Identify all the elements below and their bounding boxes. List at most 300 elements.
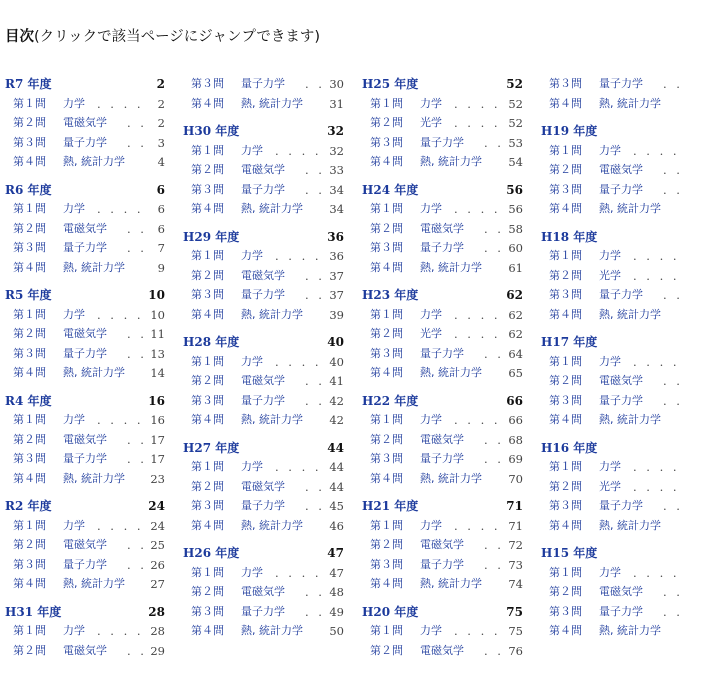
question-number: 第２問 (191, 163, 224, 176)
toc-entry-link[interactable] (541, 74, 710, 94)
toc-section-link[interactable] (362, 74, 523, 94)
toc-entry-link[interactable] (541, 563, 710, 583)
toc-entry-link[interactable] (183, 477, 344, 497)
dot-leader: . . (127, 135, 147, 150)
question-number: 第１問 (549, 460, 582, 473)
section-year: R7 年度 (5, 77, 52, 91)
entry-page-number: 62 (508, 307, 523, 322)
dot-leader: . . (484, 135, 504, 150)
dot-leader: . . . . (275, 143, 322, 158)
toc-entry-link[interactable] (183, 141, 344, 161)
toc-entry-link[interactable] (5, 363, 165, 383)
subject-name: 熱, 統計力学 (599, 202, 661, 215)
subject-name: 量子力学 (599, 499, 643, 512)
toc-entry-link[interactable] (362, 324, 523, 344)
section-page-number: 52 (506, 77, 523, 91)
toc-entry-link[interactable] (183, 74, 344, 94)
subject-name: 量子力学 (420, 452, 464, 465)
entry-page-number: 14 (150, 366, 165, 380)
toc-entry-link[interactable] (541, 141, 710, 161)
toc-entry-link[interactable] (183, 602, 344, 622)
entry-page-number: 52 (508, 96, 523, 111)
toc-entry-link[interactable] (362, 516, 523, 536)
subject-name: 電磁気学 (63, 432, 107, 446)
toc-entry-link[interactable] (5, 199, 165, 219)
dot-leader: . . . . (97, 413, 144, 427)
question-number: 第１問 (370, 307, 403, 321)
subject-name: 力学 (63, 307, 85, 321)
subject-name: 量子力学 (63, 452, 107, 465)
dot-leader: . . . . (275, 460, 322, 474)
dot-leader: . . (127, 452, 147, 466)
toc-entry-link[interactable] (541, 94, 710, 114)
question-number: 第４問 (549, 413, 582, 426)
question-number: 第３問 (549, 499, 582, 512)
toc-section-link[interactable] (541, 227, 710, 247)
section-page-number: 40 (327, 335, 344, 349)
question-number: 第２問 (370, 116, 403, 129)
subject-name: 力学 (241, 565, 263, 579)
entry-page-number: 28 (150, 624, 165, 638)
dot-leader: . . (663, 374, 683, 388)
section-page-number: 56 (506, 182, 523, 197)
toc-entry-link[interactable] (183, 391, 344, 411)
question-number: 第４問 (549, 518, 582, 532)
entry-page-number: 69 (508, 452, 523, 466)
toc-entry-link[interactable] (5, 324, 165, 344)
entry-page-number: 17 (150, 452, 165, 466)
entry-page-number: 31 (329, 96, 344, 111)
toc-section-link[interactable] (183, 332, 344, 352)
toc-section-link[interactable] (5, 74, 165, 94)
dot-leader: . . (127, 432, 147, 447)
section-page-number: 24 (148, 499, 165, 513)
toc-entry-link[interactable] (5, 113, 165, 133)
toc-entry-link[interactable] (183, 496, 344, 516)
toc-entry-link[interactable] (183, 160, 344, 180)
dot-leader: . . . . (275, 565, 322, 580)
toc-entry-link[interactable] (541, 199, 710, 219)
toc-section-link[interactable] (5, 285, 165, 305)
toc-entry-link[interactable] (541, 371, 710, 391)
entry-page-number: 62 (508, 327, 523, 341)
question-number: 第１問 (13, 307, 46, 321)
dot-leader: . . (663, 604, 683, 619)
entry-page-number: 24 (150, 518, 165, 533)
entry-page-number: 33 (329, 163, 344, 177)
dot-leader: . . (127, 346, 147, 361)
toc-entry-link[interactable] (5, 152, 165, 172)
toc-entry-link[interactable] (541, 477, 710, 497)
toc-heading: 目次 (5, 29, 34, 45)
subject-name: 電磁気学 (63, 643, 107, 657)
subject-name: 量子力学 (599, 77, 643, 90)
entry-page-number: 4 (157, 155, 165, 169)
toc-entry-link[interactable] (183, 305, 344, 325)
entry-page-number: 74 (508, 577, 523, 591)
question-number: 第３問 (13, 557, 46, 571)
subject-name: 力学 (599, 354, 621, 368)
subject-name: 熱, 統計力学 (241, 624, 303, 637)
entry-page-number: 36 (329, 249, 344, 263)
dot-leader: . . . . (633, 479, 680, 494)
subject-name: 光学 (420, 116, 442, 129)
question-number: 第３問 (370, 452, 403, 465)
toc-entry-link[interactable] (183, 180, 344, 200)
toc-section-link[interactable] (5, 602, 165, 622)
entry-page-number: 16 (150, 413, 165, 427)
dot-leader: . . (663, 182, 683, 197)
subject-name: 力学 (63, 96, 85, 110)
toc-entry-link[interactable] (541, 180, 710, 200)
toc-entry-link[interactable] (183, 516, 344, 536)
question-number: 第１問 (13, 413, 46, 426)
toc-entry-link[interactable] (362, 621, 523, 641)
question-number: 第４問 (370, 471, 403, 485)
entry-page-number: 66 (508, 413, 523, 427)
subject-name: 量子力学 (599, 182, 643, 196)
toc-entry-link[interactable] (541, 352, 710, 372)
dot-leader: . . (127, 557, 147, 572)
dot-leader: . . (305, 374, 325, 388)
toc-section-link[interactable] (362, 496, 523, 516)
toc-entry-link[interactable] (362, 133, 523, 153)
question-number: 第４問 (13, 155, 46, 168)
entry-page-number: 34 (329, 202, 344, 216)
toc-section-link[interactable] (183, 121, 344, 141)
subject-name: 熱, 統計力学 (599, 307, 661, 321)
subject-name: 熱, 統計力学 (63, 366, 125, 379)
question-number: 第４問 (13, 260, 46, 274)
question-number: 第２問 (370, 327, 403, 340)
toc-entry-link[interactable] (541, 391, 710, 411)
section-page-number: 44 (327, 440, 344, 455)
toc-entry-link[interactable] (183, 410, 344, 430)
subject-name: 力学 (63, 413, 85, 426)
toc-entry-link[interactable] (5, 535, 165, 555)
entry-page-number: 49 (329, 604, 344, 619)
question-number: 第２問 (13, 327, 46, 340)
question-number: 第４問 (191, 518, 224, 532)
toc-section-link[interactable] (183, 227, 344, 247)
toc-entry-link[interactable] (362, 535, 523, 555)
toc-entry-link[interactable] (541, 457, 710, 477)
dot-leader: . . (484, 557, 504, 572)
subject-name: 力学 (420, 96, 442, 110)
entry-page-number: 46 (329, 518, 344, 533)
question-number: 第２問 (191, 479, 224, 493)
toc-entry-link[interactable] (362, 113, 523, 133)
section-page-number: 10 (148, 288, 165, 302)
question-number: 第４問 (191, 96, 224, 110)
question-number: 第２問 (370, 643, 403, 657)
question-number: 第２問 (13, 116, 46, 129)
subject-name: 熱, 統計力学 (420, 260, 482, 274)
question-number: 第１問 (191, 565, 224, 579)
toc-entry-link[interactable] (541, 246, 710, 266)
toc-section-link[interactable] (362, 285, 523, 305)
toc-entry-link[interactable] (362, 258, 523, 278)
toc-entry-link[interactable] (541, 582, 710, 602)
toc-entry-link[interactable] (183, 246, 344, 266)
toc-entry-link[interactable] (362, 199, 523, 219)
toc-section-link[interactable] (183, 543, 344, 563)
toc-section-link[interactable] (362, 391, 523, 411)
toc-entry-link[interactable] (541, 496, 710, 516)
toc-entry-link[interactable] (5, 344, 165, 364)
question-number: 第３問 (370, 346, 403, 360)
toc-entry-link[interactable] (362, 410, 523, 430)
subject-name: 量子力学 (241, 77, 285, 90)
dot-leader: . . (305, 585, 325, 599)
toc-entry-link[interactable] (541, 305, 710, 325)
question-number: 第１問 (191, 354, 224, 368)
section-page-number: 36 (327, 229, 344, 244)
dot-leader: . . . . (454, 202, 501, 216)
subject-name: 量子力学 (63, 135, 107, 149)
subject-name: 電磁気学 (63, 538, 107, 551)
entry-page-number: 27 (150, 577, 165, 591)
question-number: 第３問 (191, 182, 224, 196)
subject-name: 量子力学 (420, 346, 464, 360)
toc-entry-link[interactable] (362, 469, 523, 489)
question-number: 第２問 (13, 432, 46, 446)
dot-leader: . . (663, 393, 683, 408)
subject-name: 熱, 統計力学 (420, 577, 482, 590)
toc-entry-link[interactable] (362, 238, 523, 258)
subject-name: 電磁気学 (63, 221, 107, 235)
question-number: 第４問 (13, 577, 46, 590)
toc-entry-link[interactable] (183, 563, 344, 583)
entry-page-number: 3 (157, 135, 165, 150)
toc-section-link[interactable] (362, 602, 523, 622)
toc-entry-link[interactable] (541, 160, 710, 180)
subject-name: 力学 (63, 202, 85, 215)
toc-section-link[interactable] (5, 391, 165, 411)
subject-name: 熱, 統計力学 (599, 413, 661, 426)
dot-leader: . . . . (633, 268, 680, 283)
entry-page-number: 42 (329, 413, 344, 427)
section-year: H22 年度 (362, 393, 419, 408)
subject-name: 電磁気学 (599, 585, 643, 598)
entry-page-number: 48 (329, 585, 344, 599)
toc-entry-link[interactable] (5, 555, 165, 575)
question-number: 第２問 (549, 374, 582, 387)
question-number: 第１問 (370, 96, 403, 110)
dot-leader: . . (663, 77, 683, 91)
toc-entry-link[interactable] (5, 258, 165, 278)
toc-entry-link[interactable] (183, 94, 344, 114)
dot-leader: . . (484, 452, 504, 466)
question-number: 第３問 (13, 135, 46, 149)
subject-name: 力学 (599, 249, 621, 262)
dot-leader: . . (305, 479, 325, 494)
subject-name: 量子力学 (599, 393, 643, 407)
toc-entry-link[interactable] (183, 285, 344, 305)
entry-page-number: 29 (150, 643, 165, 658)
section-year: R4 年度 (5, 393, 52, 408)
entry-page-number: 47 (329, 565, 344, 580)
question-number: 第１問 (549, 565, 582, 579)
toc-entry-link[interactable] (541, 602, 710, 622)
question-number: 第３問 (13, 452, 46, 465)
toc-entry-link[interactable] (183, 266, 344, 286)
toc-entry-link[interactable] (362, 344, 523, 364)
dot-leader: . . (484, 346, 504, 361)
dot-leader: . . . . (454, 307, 501, 322)
toc-entry-link[interactable] (5, 430, 165, 450)
toc-entry-link[interactable] (362, 555, 523, 575)
entry-page-number: 40 (329, 354, 344, 369)
toc-entry-link[interactable] (183, 352, 344, 372)
subject-name: 力学 (63, 518, 85, 532)
subject-name: 熱, 統計力学 (63, 471, 125, 485)
toc-section-link[interactable] (5, 180, 165, 200)
toc-entry-link[interactable] (5, 133, 165, 153)
subject-name: 力学 (63, 624, 85, 637)
section-page-number: 75 (506, 604, 523, 619)
toc-entry-link[interactable] (541, 410, 710, 430)
dot-leader: . . (127, 643, 147, 658)
question-number: 第２問 (13, 643, 46, 657)
section-year: R2 年度 (5, 499, 52, 513)
subject-name: 量子力学 (63, 557, 107, 571)
toc-entry-link[interactable] (362, 152, 523, 172)
dot-leader: . . (484, 241, 504, 255)
subject-name: 光学 (599, 479, 621, 493)
question-number: 第４問 (191, 624, 224, 637)
dot-leader: . . . . (633, 354, 680, 369)
entry-page-number: 34 (329, 182, 344, 197)
toc-entry-link[interactable] (5, 621, 165, 641)
toc-section-link[interactable] (541, 438, 710, 458)
toc-entry-link[interactable] (5, 574, 165, 594)
entry-page-number: 6 (157, 202, 165, 216)
subject-name: 熱, 統計力学 (241, 202, 303, 215)
subject-name: 熱, 統計力学 (63, 155, 125, 168)
question-number: 第１問 (191, 460, 224, 473)
entry-page-number: 75 (508, 624, 523, 638)
toc-entry-link[interactable] (362, 430, 523, 450)
entry-page-number: 7 (157, 241, 165, 255)
question-number: 第１問 (549, 143, 582, 157)
section-page-number: 16 (148, 393, 165, 408)
dot-leader: . . . . (97, 307, 144, 322)
toc-entry-link[interactable] (362, 641, 523, 661)
toc-entry-link[interactable] (183, 621, 344, 641)
section-page-number: 66 (506, 393, 523, 408)
entry-page-number: 50 (329, 624, 344, 638)
toc-entry-link[interactable] (362, 363, 523, 383)
toc-entry-link[interactable] (5, 410, 165, 430)
toc-entry-link[interactable] (183, 582, 344, 602)
toc-section-link[interactable] (362, 180, 523, 200)
dot-leader: . . (663, 163, 683, 177)
question-number: 第２問 (370, 221, 403, 235)
question-number: 第１問 (370, 202, 403, 215)
toc-entry-link[interactable] (183, 199, 344, 219)
section-page-number: 6 (156, 182, 165, 197)
toc-entry-link[interactable] (5, 94, 165, 114)
dot-leader: . . (305, 77, 325, 91)
question-number: 第３問 (191, 393, 224, 407)
toc-entry-link[interactable] (5, 305, 165, 325)
entry-page-number: 54 (508, 155, 523, 169)
toc-entry-link[interactable] (362, 219, 523, 239)
toc-entry-link[interactable] (362, 574, 523, 594)
subject-name: 熱, 統計力学 (599, 518, 661, 532)
toc-section-link[interactable] (541, 543, 710, 563)
toc-entry-link[interactable] (5, 238, 165, 258)
toc-section-link[interactable] (183, 438, 344, 458)
entry-page-number: 45 (329, 499, 344, 513)
toc-entry-link[interactable] (362, 305, 523, 325)
toc-section-link[interactable] (541, 121, 710, 141)
question-number: 第３問 (191, 77, 224, 90)
toc-entry-link[interactable] (5, 516, 165, 536)
dot-leader: . . . . (97, 96, 144, 111)
question-number: 第４問 (370, 260, 403, 274)
question-number: 第３問 (191, 288, 224, 301)
subject-name: 力学 (420, 307, 442, 321)
section-year: H27 年度 (183, 440, 240, 455)
entry-page-number: 37 (329, 268, 344, 283)
toc-section-link[interactable] (541, 332, 710, 352)
entry-page-number: 23 (150, 471, 165, 486)
question-number: 第４問 (549, 624, 582, 637)
entry-page-number: 25 (150, 538, 165, 552)
toc-entry-link[interactable] (362, 449, 523, 469)
toc-section-link[interactable] (5, 496, 165, 516)
entry-page-number: 70 (508, 471, 523, 486)
entry-page-number: 9 (157, 260, 165, 275)
subject-name: 量子力学 (241, 182, 285, 196)
entry-page-number: 44 (329, 460, 344, 474)
dot-leader: . . (663, 585, 683, 599)
dot-leader: . . (305, 288, 325, 302)
toc-entry-link[interactable] (362, 94, 523, 114)
entry-page-number: 76 (508, 643, 523, 658)
section-year: H26 年度 (183, 546, 240, 560)
question-number: 第３問 (13, 241, 46, 254)
dot-leader: . . (484, 221, 504, 236)
dot-leader: . . . . (454, 413, 501, 427)
toc-entry-link[interactable] (5, 219, 165, 239)
toc-entry-link[interactable] (541, 621, 710, 641)
question-number: 第２問 (549, 268, 582, 282)
toc-entry-link[interactable] (5, 469, 165, 489)
toc-entry-link[interactable] (183, 457, 344, 477)
subject-name: 量子力学 (63, 241, 107, 254)
entry-page-number: 2 (157, 116, 165, 130)
subject-name: 力学 (599, 565, 621, 579)
toc-entry-link[interactable] (541, 285, 710, 305)
subject-name: 電磁気学 (241, 268, 285, 282)
toc-entry-link[interactable] (5, 641, 165, 661)
question-number: 第１問 (370, 518, 403, 532)
subject-name: 熱, 統計力学 (420, 155, 482, 168)
question-number: 第１問 (13, 624, 46, 637)
entry-page-number: 65 (508, 366, 523, 380)
toc-entry-link[interactable] (183, 371, 344, 391)
entry-page-number: 53 (508, 135, 523, 150)
question-number: 第３問 (191, 499, 224, 512)
toc-entry-link[interactable] (541, 266, 710, 286)
toc-entry-link[interactable] (5, 449, 165, 469)
toc-entry-link[interactable] (541, 516, 710, 536)
question-number: 第２問 (549, 479, 582, 493)
subject-name: 電磁気学 (241, 163, 285, 176)
